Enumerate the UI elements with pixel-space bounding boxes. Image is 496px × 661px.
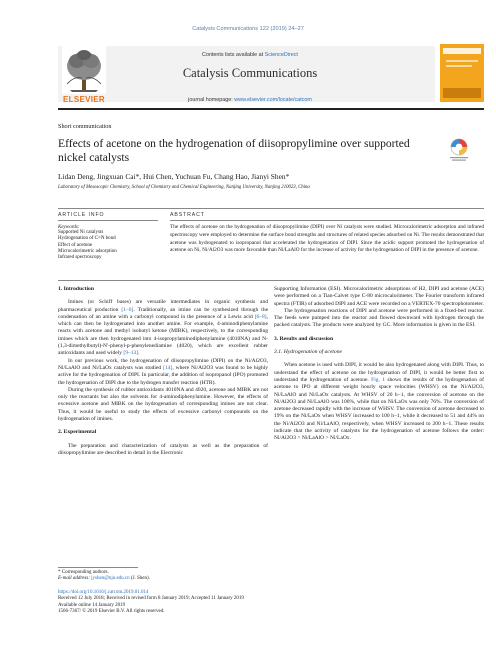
received-dates: Received 12 July 2018; Received in revised form 8 January 2019; Accepted 11 January 2019 — [58, 596, 244, 602]
figure-link[interactable]: Fig. 1 — [371, 376, 385, 383]
section-heading-introduction: 1. Introduction — [58, 286, 94, 292]
keyword-item: Microcalorimetric adsorption — [58, 248, 117, 254]
methods-paragraph-2: The hydrogenation reactions of DIPI and acetone were performed in a fixed-bed reactor. The feeds were pumped into the reactor and flowed downward with hydrogen through the packed catalysts. The products were analyzed by GC. More information is given in the ESI. — [274, 307, 484, 329]
article-info-label: ARTICLE INFO — [58, 212, 105, 218]
email-line: E-mail address: jyshen@nju.edu.cn (J. Shen). — [58, 576, 150, 582]
front-matter-divider — [58, 208, 484, 209]
keyword-item: Hydrogenation of C=N bond — [58, 236, 116, 242]
keyword-item: Effect of acetone — [58, 242, 93, 248]
sciencedirect-link[interactable]: ScienceDirect — [264, 52, 298, 58]
header-divider — [58, 108, 484, 110]
citation-link[interactable]: [6–8] — [254, 313, 267, 320]
abstract-label: ABSTRACT — [170, 212, 205, 218]
contents-prefix: Contents lists available at — [202, 52, 265, 58]
intro-paragraph-1: Imines (or Schiff bases) are versatile intermediates in organic synthesis and pharmaceutical production [1–6]. Traditionally, an imine can be synthesized through the condensation of an amine with a carbonyl compound in the presence of a Lewis acid [6–8], which can then be hydrogenated into another amine. For example, 4-aminodiphenylamine reacts with acetone and methyl isobutyl ketone (MIBK), respectively, to the corresponding imines which are then hydrogenated into 4-isopropylaminodiphenylamine (4010NA) and N-(1,3-dimethylbutyl)-N′-phenyl-p-phenylenediamine (4020), which are excellent rubber antioxidants and used widely [9–13]. — [58, 299, 269, 357]
section-heading-results: 3. Results and discussion — [274, 335, 334, 342]
methods-paragraph-1: Supporting Information (ESI). Microcalorimetric adsorptions of H2, DIPI and acetone (ACE) were performed on a Tian-Calvet type C-80 microcalorimeter. The Fourier transform infrared spectra (FTIR) of adsorbed DIPI and ACE were recorded on a VERTEX-70 spectrophotometer. — [274, 286, 484, 307]
check-for-updates-icon[interactable] — [446, 136, 472, 162]
footnote-divider — [58, 567, 138, 568]
keyword-item: Infrared spectroscopy — [58, 255, 102, 261]
section-heading-experimental: 2. Experimental — [58, 429, 97, 436]
article-info-divider — [58, 220, 158, 221]
affiliation: Laboratory of Mesoscopic Chemistry, School of Chemistry and Chemical Engineering, Nanjing University, Nanjing 210023, China — [58, 185, 310, 190]
article-type: Short communication — [58, 123, 112, 130]
publication-details — [58, 590, 478, 616]
email-link[interactable]: jyshen@nju.edu.cn — [91, 576, 130, 582]
homepage-line — [115, 97, 385, 103]
right-column — [274, 286, 484, 443]
contents-line — [115, 52, 385, 58]
results-paragraph: When acetone is used with DIPI, it would be also hydrogenated along with DIPI. Thus, to understand the effect of acetone on the hydrogenation of DIPI, it would be better first to understand the hydrogenation of acetone. Fig. 1 shows the results of the hydrogenation of acetone to IPO at different weight hourly space velocities (WHSV) on the Ni/Al2O3, Ni/LaAlO and Ni/LaOx catalysts. At WHSV of 20 h−1, the conversion of acetone on the Ni/Al2O3 and Ni/LaAlO was 100%, while that on Ni/LaOx was only 76%. The conversion of acetone decreased rapidly with the increase of WHSV. The conversion of acetone decreased to 19% on the Ni/LaOx when WHSV increased to 100 h−1, while it decreased to 51 and 44% on the Ni/Al2O3 and Ni/LaAlO, respectively, when WHSV increased to 200 h−1. These results indicate that the activity of catalysts for the hydrogenation of acetone follows the order: Ni/Al2O3 > Ni/LaAlO > Ni/LaOx. — [274, 362, 484, 442]
copyright-line: 1566-7367/ © 2019 Elsevier B.V. All rights reserved. — [58, 609, 165, 615]
corresponding-authors-note: * Corresponding authors. — [58, 570, 109, 575]
citation-link[interactable]: [14] — [163, 364, 173, 371]
citation-link[interactable]: [9–13] — [123, 350, 139, 357]
paper-title: Effects of acetone on the hydrogenation of diisopropylimine over supported nickel catalysts — [58, 137, 410, 164]
keyword-item: Supported Ni catalysts — [58, 230, 104, 235]
abstract-text: The effects of acetone on the hydrogenation of diisopropylimine (DIPI) over Ni catalysts were studied. Microcalorimetric adsorption and infrared spectroscopy were employed to determine the surface bond strengths and structures of related species adsorbed on Ni. The results demonstrated that acetone was hydrogenated to isopropanol that accelerated the hydrogenation of DIPI. Since the acidic support promoted the hydrogenation of acetone on Ni, Ni/Al2O3 was more favorable than Ni/LaAlO for the increase of activity for the hydrogenation of DIPI in the presence of acetone. — [170, 224, 484, 254]
keywords-heading: Keywords: — [58, 225, 80, 230]
homepage-prefix: journal homepage: — [188, 97, 235, 103]
body-divider — [58, 280, 484, 281]
abstract-divider — [170, 220, 484, 221]
left-column — [58, 286, 268, 457]
intro-paragraph-3: During the synthesis of rubber antioxidants 4010NA and 4020, acetone and MIBK are not only the reactants but also the solvents for 4-aminodiphenylamine. However, the effects of excessive acetone and MIBK on the hydrogenation of corresponding imines are not clear. Thus, it would be useful to study the effects of excessive carbonyl compounds on the hydrogenation of imines. — [58, 386, 268, 423]
doi-link[interactable]: https://doi.org/10.1016/j.catcom.2019.01.014 — [58, 590, 149, 595]
publisher-wordmark: ELSEVIER — [63, 95, 105, 104]
experimental-paragraph: The preparation and characterization of catalysts as well as the preparation of diisopropylimine are described in detail in the Electronic — [58, 442, 268, 456]
journal-cover-thumbnail[interactable] — [440, 44, 484, 102]
corresponding-footnote — [58, 570, 358, 583]
elsevier-tree-logo — [62, 46, 106, 102]
subsection-heading-acetone: 3.1. Hydrogenation of acetone — [274, 349, 342, 356]
homepage-link[interactable]: www.elsevier.com/locate/catcom — [234, 97, 312, 103]
author-list: Lidan Deng, Jingxuan Cai*, Hui Chen, Yuchuan Fu, Chang Hao, Jianyi Shen* — [58, 172, 290, 181]
intro-paragraph-2: In our previous work, the hydrogenation of diisopropylimine (DIPI) on the Ni/Al2O3, Ni/LaAlO and Ni/LaOx catalysts was studied [14], where Ni/Al2O3 was found to be highly active for the hydrogenation of DIPI. In particular, the addition of isopropanol (IPO) promoted the hydrogenation of DIPI due to the hydrogen transfer reaction (HTR). — [58, 357, 268, 386]
citation-link[interactable]: [1–6] — [121, 306, 134, 313]
keywords-block — [58, 225, 163, 261]
journal-reference[interactable]: Catalysis Communications 122 (2019) 24–27 — [192, 26, 304, 32]
online-date: Available online 14 January 2019 — [58, 602, 126, 608]
journal-title: Catalysis Communications — [182, 66, 318, 80]
